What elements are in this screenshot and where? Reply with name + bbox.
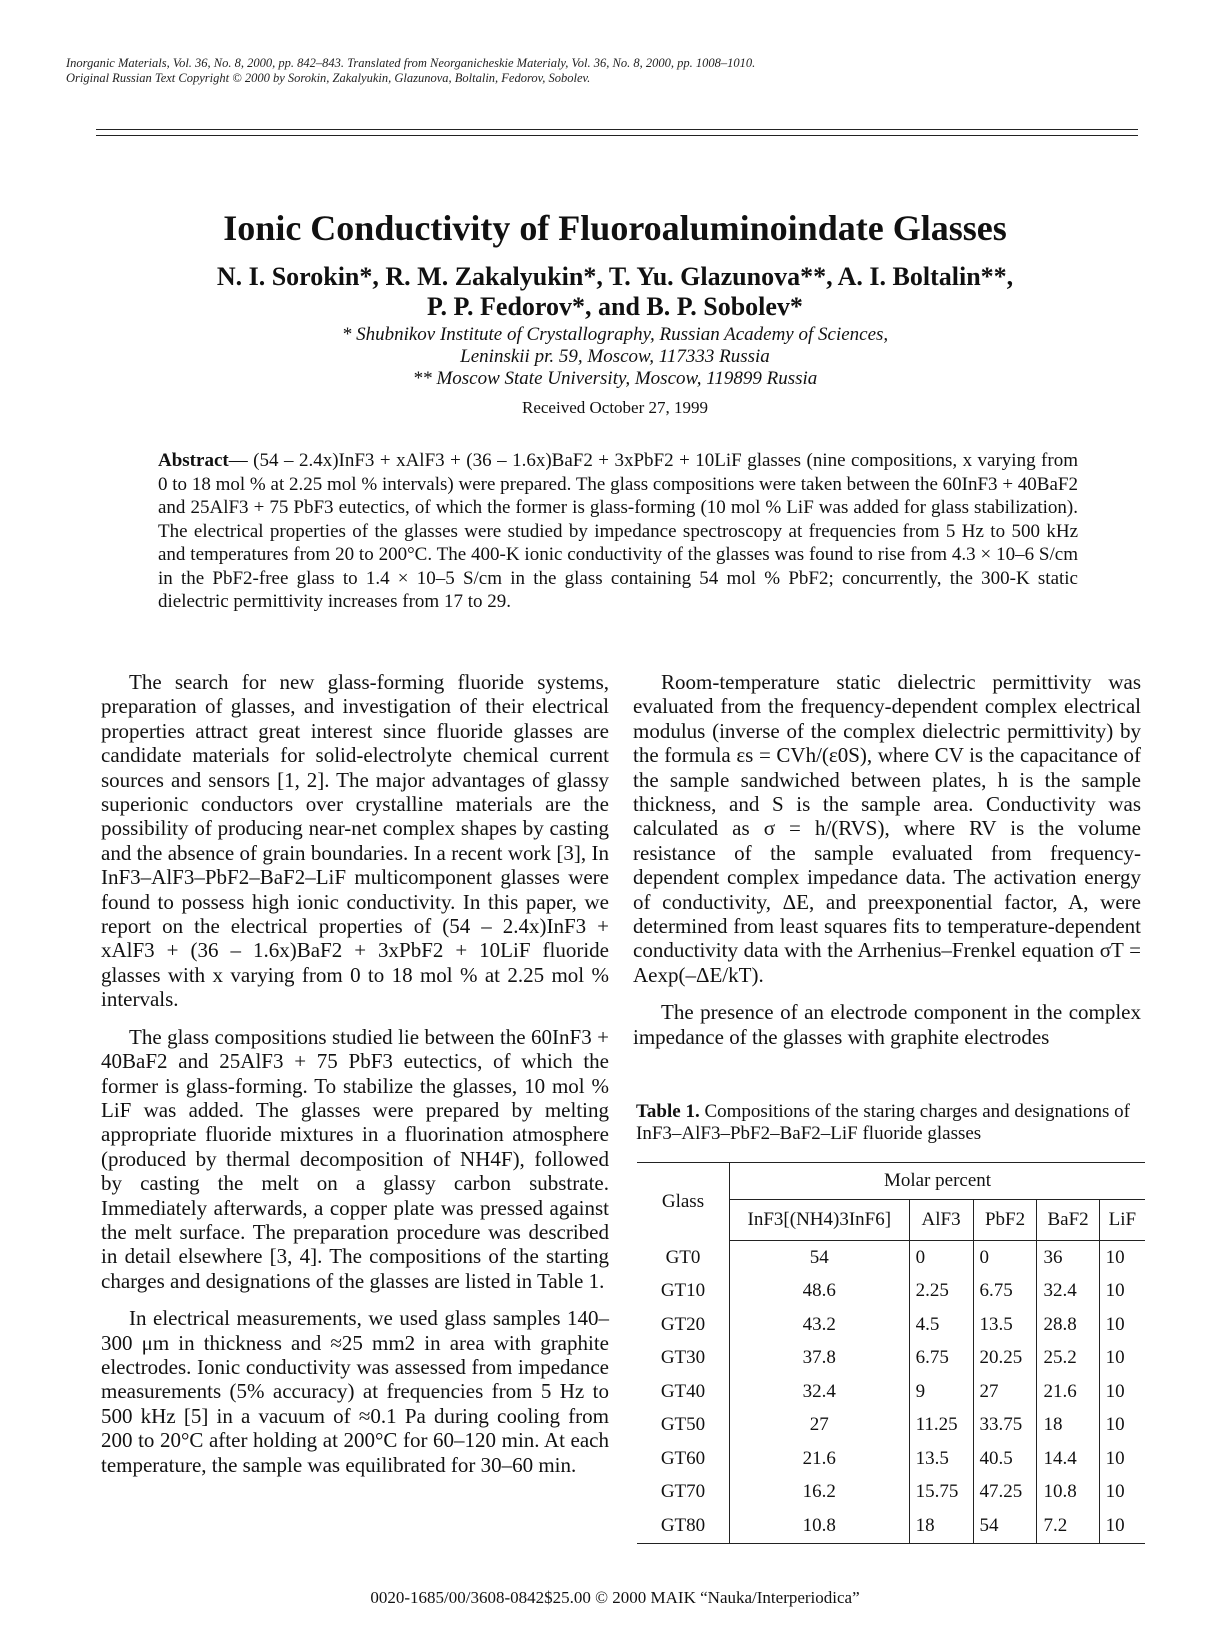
table-header-inf3: InF3[(NH4)3InF6] xyxy=(730,1200,910,1241)
abstract xyxy=(158,449,1078,614)
table-cell-glass: GT80 xyxy=(637,1509,730,1543)
paragraph-electrode-component: The presence of an electrode component in the complex impedance of the glasses with graphite electrodes xyxy=(633,1000,1141,1049)
table-header-alf3: AlF3 xyxy=(909,1200,973,1241)
table-cell-inf3: 16.2 xyxy=(730,1476,910,1510)
table-cell-inf3: 21.6 xyxy=(730,1442,910,1476)
table-cell-baf2: 25.2 xyxy=(1037,1342,1099,1376)
table-1-compositions xyxy=(637,1162,1145,1544)
table-cell-lif: 10 xyxy=(1099,1241,1145,1275)
table-cell-baf2: 10.8 xyxy=(1037,1476,1099,1510)
table-row xyxy=(637,1275,1145,1309)
table-cell-lif: 10 xyxy=(1099,1275,1145,1309)
table-cell-baf2: 32.4 xyxy=(1037,1275,1099,1309)
table-header-lif: LiF xyxy=(1099,1200,1145,1241)
paragraph-electrical-measurements: In electrical measurements, we used glass samples 140–300 μm in thickness and ≈25 mm2 in area with graphite electrodes. Ionic conductivity was assessed from impedance measurements (5% accuracy) at frequencies from 5 Hz to 500 kHz [5] in a vacuum of ≈0.1 Pa during cooling from 200 to 20°C after holding at 200°C for 60–120 min. At each temperature, the sample was equilibrated for 30–60 min. xyxy=(101,1306,609,1477)
table-cell-pbf2: 33.75 xyxy=(973,1409,1037,1443)
table-cell-inf3: 43.2 xyxy=(730,1308,910,1342)
table-cell-lif: 10 xyxy=(1099,1509,1145,1543)
table-cell-baf2: 18 xyxy=(1037,1409,1099,1443)
table-row xyxy=(637,1442,1145,1476)
table-cell-pbf2: 27 xyxy=(973,1375,1037,1409)
table-cell-glass: GT30 xyxy=(660,1347,706,1369)
table-cell-glass: GT70 xyxy=(660,1481,706,1503)
abstract-formula-intro: — (54 – 2.4x)InF3 + xAlF3 + (36 – 1.6x)BaF2 + 3xPbF2 + 10LiF glasses (nine compositions, x varying from 0 to 18 mol % at 2.25 mol % intervals) were prepared. xyxy=(158,450,1078,495)
table-cell-baf2: 14.4 xyxy=(1037,1442,1099,1476)
table-cell-alf3: 6.75 xyxy=(909,1342,973,1376)
table-header-baf2: BaF2 xyxy=(1037,1200,1099,1241)
table-1-caption xyxy=(636,1101,1144,1145)
journal-citation-header xyxy=(66,56,1166,86)
table-row xyxy=(637,1241,1145,1275)
table-cell-alf3: 4.5 xyxy=(909,1308,973,1342)
table-cell-glass: GT0 xyxy=(665,1246,701,1268)
table-cell-glass: GT10 xyxy=(660,1280,706,1302)
table-cell-alf3: 11.25 xyxy=(909,1409,973,1443)
table-cell-glass: GT50 xyxy=(660,1414,706,1436)
table-cell-pbf2: 0 xyxy=(973,1241,1037,1275)
paragraph-permittivity: Room-temperature static dielectric permittivity was evaluated from the frequency-dependent complex electrical modulus (inverse of the complex dielectric permittivity) by the formula εs = CVh/(ε0S), where CV is the capacitance of the sample sandwiched between plates, h is the sample thickness, and S is the sample area. Conductivity was calculated as σ = h/(RVS), where RV is the volume resistance of the sample evaluated from frequency-dependent complex impedance data. The activation energy of conductivity, ΔE, and preexponential factor, A, were determined from least squares fits to temperature-dependent conductivity data with the Arrhenius–Frenkel equation σT = Aexp(–ΔE/kT). xyxy=(633,670,1141,987)
authors-line-2: P. P. Fedorov*, and B. P. Sobolev* xyxy=(427,292,803,321)
table-row xyxy=(637,1476,1145,1510)
authors-line-1: N. I. Sorokin*, R. M. Zakalyukin*, T. Yu. Glazunova**, A. I. Boltalin**, xyxy=(216,262,1014,291)
table-cell-lif: 10 xyxy=(1099,1442,1145,1476)
table-cell-pbf2: 20.25 xyxy=(973,1342,1037,1376)
table-cell-lif: 10 xyxy=(1099,1375,1145,1409)
table-cell-pbf2: 47.25 xyxy=(973,1476,1037,1510)
table-cell-alf3: 13.5 xyxy=(909,1442,973,1476)
table-cell-alf3: 18 xyxy=(909,1509,973,1543)
table-cell-glass: GT60 xyxy=(660,1447,706,1469)
abstract-text: The glass compositions were taken between the 60InF3 + 40BaF2 and 25AlF3 + 75 PbF3 eutectics, of which the former is glass-forming (10 mol % LiF was added for glass stabilization). The electrical properties of the glasses were studied by impedance spectroscopy at frequencies from 5 Hz to 500 kHz and temperatures from 20 to 200°C. The 400-K ionic conductivity of the glasses was found to rise from 4.3 × 10–6 S/cm in the PbF2-free glass to 1.4 × 10–5 S/cm in the glass containing 54 mol % PbF2; concurrently, the 300-K static dielectric permittivity increases from 17 to 29. xyxy=(158,473,1078,612)
table-cell-inf3: 32.4 xyxy=(730,1375,910,1409)
body-column-left xyxy=(101,670,609,1490)
table-cell-pbf2: 40.5 xyxy=(973,1442,1037,1476)
table-cell-inf3: 48.6 xyxy=(730,1275,910,1309)
table-1-body xyxy=(637,1241,1145,1544)
table-cell-alf3: 2.25 xyxy=(909,1275,973,1309)
table-row xyxy=(637,1375,1145,1409)
table-cell-pbf2: 13.5 xyxy=(973,1308,1037,1342)
table-cell-baf2: 28.8 xyxy=(1037,1308,1099,1342)
table-1-caption-text: Compositions of the staring charges and designations of InF3–AlF3–PbF2–BaF2–LiF fluoride glasses xyxy=(636,1101,1130,1144)
table-row xyxy=(637,1342,1145,1376)
citation-line-2: Original Russian Text Copyright © 2000 by Sorokin, Zakalyukin, Glazunova, Boltalin, Fedorov, Sobolev. xyxy=(66,71,591,85)
table-cell-alf3: 9 xyxy=(909,1375,973,1409)
affiliations xyxy=(0,324,1230,390)
table-cell-inf3: 37.8 xyxy=(730,1342,910,1376)
table-cell-lif: 10 xyxy=(1099,1342,1145,1376)
table-row xyxy=(637,1409,1145,1443)
table-cell-glass: GT20 xyxy=(660,1313,706,1335)
affiliation-1-line-2: Leninskii pr. 59, Moscow, 117333 Russia xyxy=(460,346,770,367)
table-cell-baf2: 21.6 xyxy=(1037,1375,1099,1409)
table-cell-pbf2: 6.75 xyxy=(973,1275,1037,1309)
paragraph-glass-preparation: The glass compositions studied lie between the 60InF3 + 40BaF2 and 25AlF3 + 75 PbF3 eutectics, of which the former is glass-forming. To stabilize the glasses, 10 mol % LiF was added. The glasses were prepared by melting appropriate fluoride mixtures in a fluorination atmosphere (produced by thermal decomposition of NH4F), followed by casting the melt on a glassy carbon substrate. Immediately afterwards, a copper plate was pressed against the melt surface. The preparation procedure was described in detail elsewhere [3, 4]. The compositions of the starting charges and designations of the glasses are listed in Table 1. xyxy=(101,1024,609,1293)
abstract-label: Abstract xyxy=(158,450,229,471)
body-column-right xyxy=(633,670,1141,1062)
table-row xyxy=(637,1308,1145,1342)
table-header-pbf2: PbF2 xyxy=(973,1200,1037,1241)
table-row xyxy=(637,1509,1145,1543)
table-1-caption-label: Table 1. xyxy=(636,1101,700,1122)
table-cell-alf3: 0 xyxy=(909,1241,973,1275)
table-cell-lif: 10 xyxy=(1099,1308,1145,1342)
table-cell-alf3: 15.75 xyxy=(909,1476,973,1510)
table-cell-pbf2: 54 xyxy=(973,1509,1037,1543)
table-cell-inf3: 54 xyxy=(730,1241,910,1275)
table-cell-lif: 10 xyxy=(1099,1476,1145,1510)
table-header-molar-percent: Molar percent xyxy=(730,1163,1146,1200)
table-header-glass: Glass xyxy=(637,1163,730,1241)
received-date: Received October 27, 1999 xyxy=(522,398,708,417)
footer-copyright: 0020-1685/00/3608-0842$25.00 © 2000 MAIK “Nauka/Interperiodica” xyxy=(370,1588,860,1607)
affiliation-1-line-1: * Shubnikov Institute of Crystallography, Russian Academy of Sciences, xyxy=(341,324,889,345)
table-cell-inf3: 10.8 xyxy=(730,1509,910,1543)
paragraph-introduction: The search for new glass-forming fluoride systems, preparation of glasses, and investigation of their electrical properties attract great interest since fluoride glasses are candidate materials for solid-electrolyte chemical current sources and sensors [1, 2]. The major advantages of glassy superionic conductors over crystalline materials are the possibility of producing near-net complex shapes by casting and the absence of grain boundaries. In a recent work [3], In InF3–AlF3–PbF2–BaF2–LiF multicomponent glasses were found to possess high ionic conductivity. In this paper, we report on the electrical properties of (54 – 2.4x)InF3 + xAlF3 + (36 – 1.6x)BaF2 + 3xPbF2 + 10LiF fluoride glasses with x varying from 0 to 18 mol % at 2.25 mol % intervals. xyxy=(101,670,609,1012)
table-cell-baf2: 36 xyxy=(1037,1241,1099,1275)
header-rule-bottom xyxy=(96,135,1138,136)
article-title: Ionic Conductivity of Fluoroaluminoindate Glasses xyxy=(223,208,1007,248)
table-cell-lif: 10 xyxy=(1099,1409,1145,1443)
article-authors xyxy=(0,262,1230,322)
table-cell-baf2: 7.2 xyxy=(1037,1509,1099,1543)
table-cell-glass: GT40 xyxy=(660,1380,706,1402)
affiliation-2: ** Moscow State University, Moscow, 119899 Russia xyxy=(412,368,818,389)
citation-line-1: Inorganic Materials, Vol. 36, No. 8, 2000, pp. 842–843. Translated from Neorganicheskie Materialy, Vol. 36, No. 8, 2000, pp. 1008–1010. xyxy=(66,56,756,70)
table-cell-inf3: 27 xyxy=(730,1409,910,1443)
header-rule-top xyxy=(96,129,1138,130)
